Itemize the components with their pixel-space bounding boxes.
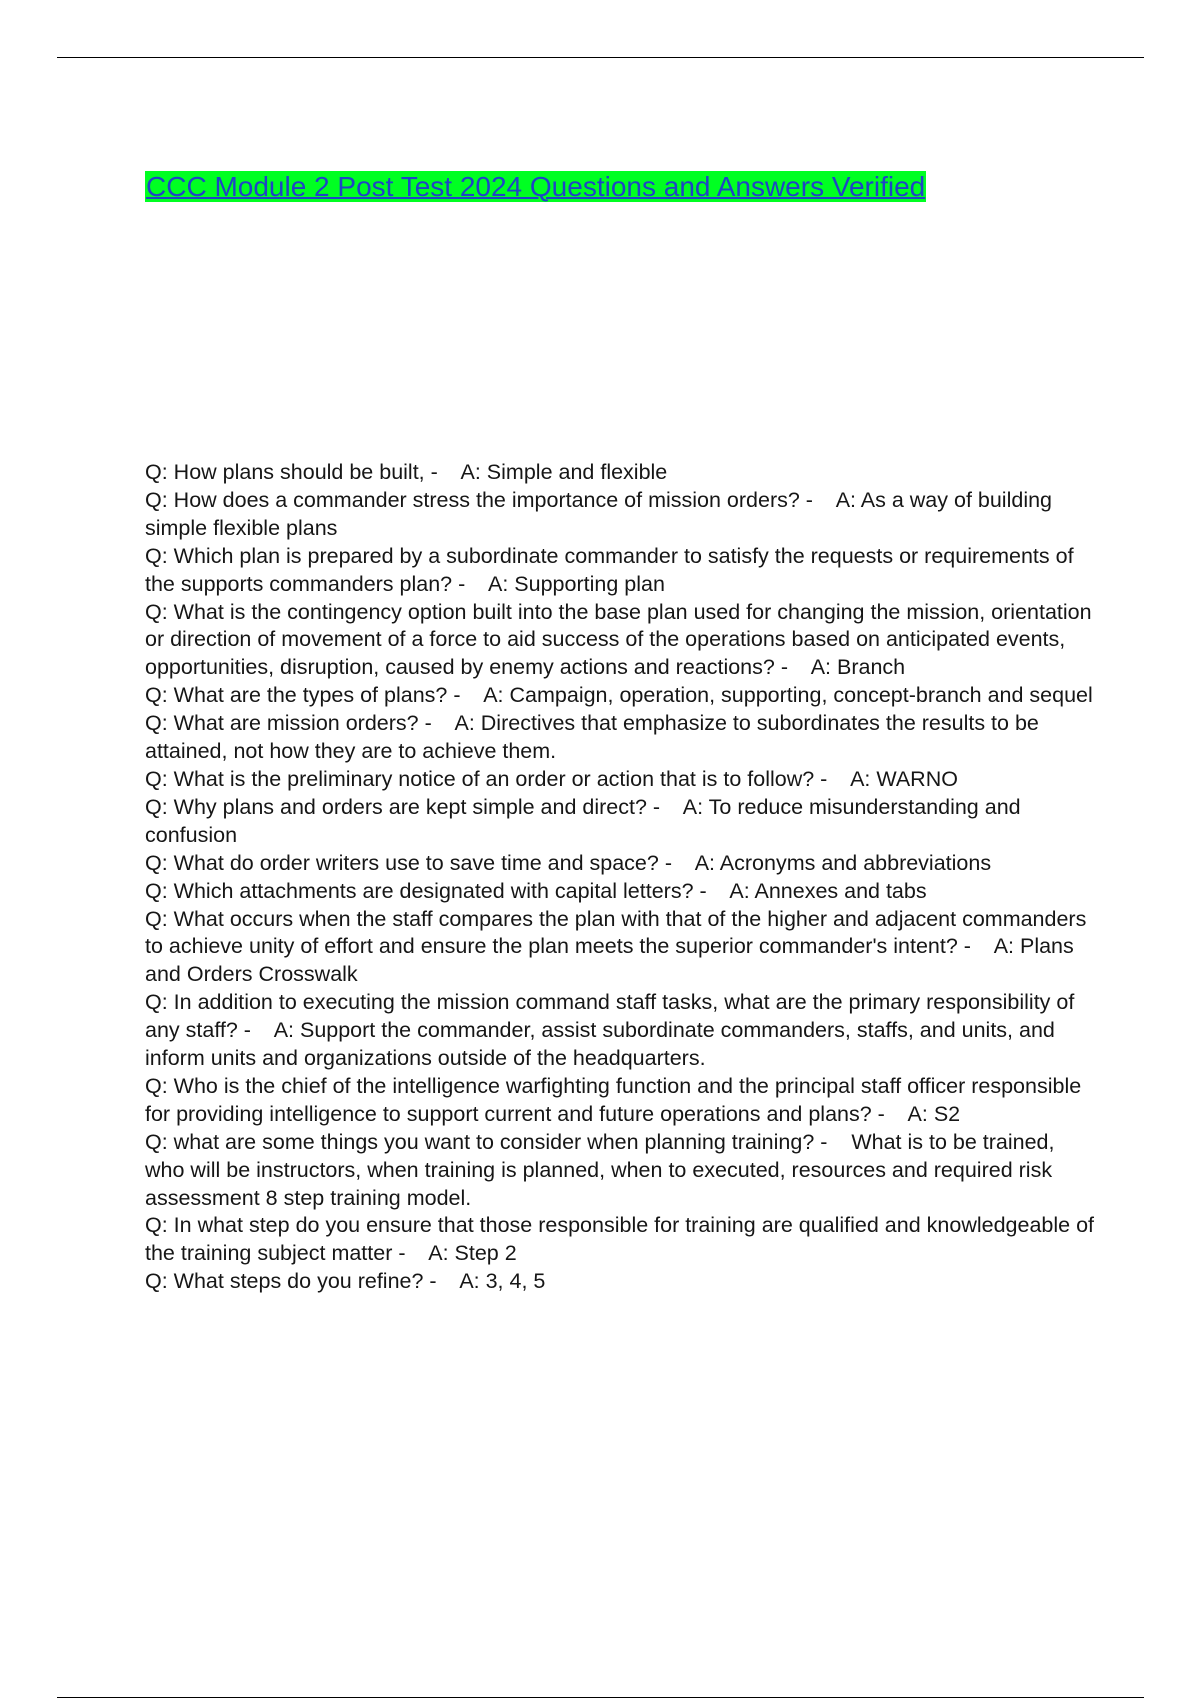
question-text: Q: What is the contingency option built into the base plan used for changing the mission, orientation or direction of movement of a force to aid success of the operations based on anticipated events, opportunities, disruption, caused by enemy actions and reactions? - xyxy=(145,599,1092,680)
qa-list xyxy=(145,459,1095,1296)
answer-text: A: Simple and flexible xyxy=(460,460,668,484)
qa-item xyxy=(145,878,1095,906)
question-text: Q: Why plans and orders are kept simple and direct? - xyxy=(145,794,661,819)
top-rule xyxy=(57,57,1144,58)
question-text: Q: what are some things you want to consider when planning training? - xyxy=(145,1129,828,1154)
question-text: Q: What do order writers use to save time and space? - xyxy=(145,850,672,875)
qa-item xyxy=(145,459,1095,487)
answer-text: A: Acronyms and abbreviations xyxy=(694,850,992,875)
question-text: Q: What are the types of plans? - xyxy=(145,683,461,708)
answer-text: A: S2 xyxy=(907,1101,961,1126)
qa-item xyxy=(145,1212,1095,1268)
question-text: Q: How does a commander stress the importance of mission orders? - xyxy=(145,487,813,512)
title-link[interactable]: CCC Module 2 Post Test 2024 Questions and Answers Verified xyxy=(146,171,926,202)
question-text: Q: In what step do you ensure that those responsible for training are qualified and knowledgeable of the training subject matter - xyxy=(145,1213,1095,1266)
qa-item xyxy=(145,682,1095,710)
qa-item xyxy=(145,906,1095,990)
answer-text: A: WARNO xyxy=(850,766,958,791)
qa-item xyxy=(145,794,1095,850)
bottom-rule xyxy=(57,1697,1144,1698)
page-title xyxy=(145,170,926,204)
question-text: Q: What are mission orders? - xyxy=(145,711,432,736)
question-text: Q: Which attachments are designated with capital letters? - xyxy=(145,878,707,903)
answer-text: A: Plans and Orders Crosswalk xyxy=(145,934,1074,987)
qa-item xyxy=(145,989,1095,1073)
question-text: Q: What occurs when the staff compares the plan with that of the higher and adjacent commanders to achieve unity of effort and ensure the plan meets the superior commander's intent? - xyxy=(145,906,1087,959)
question-text: Q: How plans should be built, - xyxy=(145,460,438,484)
qa-item xyxy=(145,487,1095,543)
answer-text: A: To reduce misunderstanding and confusion xyxy=(145,794,1021,847)
answer-text: A: Campaign, operation, supporting, concept-branch and sequel xyxy=(483,683,1093,708)
answer-text: A: Directives that emphasize to subordinates the results to be attained, not how they are to achieve them. xyxy=(145,711,1039,764)
answer-text: A: Branch xyxy=(810,655,906,680)
question-text: Q: What is the preliminary notice of an order or action that is to follow? - xyxy=(145,766,828,791)
answer-text: A: 3, 4, 5 xyxy=(459,1269,546,1294)
qa-item xyxy=(145,850,1095,878)
answer-text: A: Support the commander, assist subordinate commanders, staffs, and units, and inform units and organizations outside of the headquarters. xyxy=(145,1018,1055,1071)
answer-text: A: Supporting plan xyxy=(488,571,665,596)
question-text: Q: What steps do you refine? - xyxy=(145,1269,437,1294)
question-text: Q: In addition to executing the mission command staff tasks, what are the primary responsibility of any staff? - xyxy=(145,990,1075,1043)
qa-item xyxy=(145,1073,1095,1129)
answer-text: A: As a way of building simple flexible plans xyxy=(145,487,1053,540)
qa-item xyxy=(145,710,1095,766)
answer-text: A: Annexes and tabs xyxy=(729,878,927,903)
qa-item xyxy=(145,543,1095,599)
qa-item xyxy=(145,766,1095,794)
question-text: Q: Which plan is prepared by a subordinate commander to satisfy the requests or requirements of the supports commanders plan? - xyxy=(145,543,1074,596)
question-text: Q: Who is the chief of the intelligence warfighting function and the principal staff officer responsible for providing intelligence to support current and future operations and plans? - xyxy=(145,1073,1082,1126)
qa-item xyxy=(145,1268,1095,1296)
answer-text: A: Step 2 xyxy=(428,1241,517,1266)
qa-item xyxy=(145,1129,1095,1213)
qa-item xyxy=(145,599,1095,683)
answer-text: What is to be trained, who will be instructors, when training is planned, when to executed, resources and required risk assessment 8 step training model. xyxy=(145,1129,1055,1210)
